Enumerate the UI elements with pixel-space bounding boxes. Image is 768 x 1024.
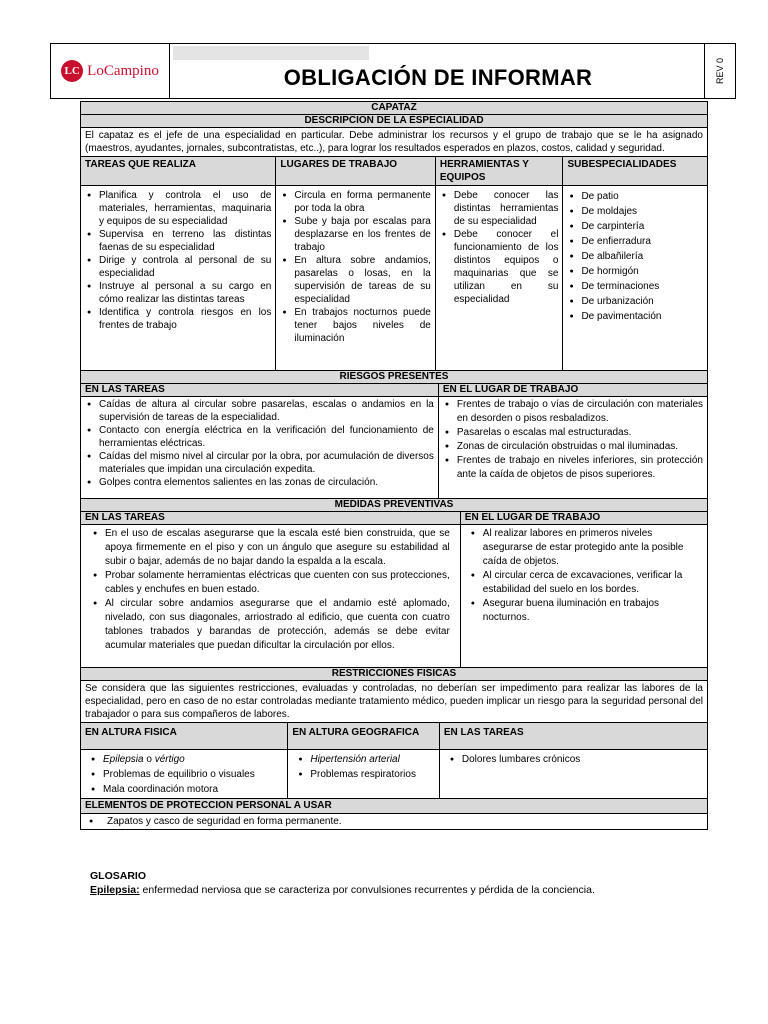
connector-text: o (143, 754, 155, 765)
restricciones-subheading-row (81, 723, 707, 750)
riesgos-tareas-cell (81, 397, 439, 498)
lugares-list (280, 189, 430, 345)
tareas-heading: TAREAS QUE REALIZA (81, 157, 276, 185)
medidas-tareas-cell (81, 525, 461, 667)
altura-fisica-heading: EN ALTURA FISICA (81, 723, 288, 749)
medidas-lugar-heading: EN EL LUGAR DE TRABAJO (461, 512, 707, 524)
altura-geografica-list (296, 752, 431, 782)
subespecialidades-list (567, 189, 703, 324)
restricciones-text: Se considera que las siguientes restricciones, evaluadas y controladas, no deberían ser impedimento para realizar las labores de la especialidad, pero en caso de no estar controladas mediante tratamiento médico, pueden implicar un riesgo para la seguridad personal del trabajador o para sus compañeros de labores. (85, 683, 703, 720)
riesgos-heading: RIESGOS PRESENTES (81, 371, 707, 383)
riesgos-subheading-row (81, 384, 707, 397)
list-item: ● En el uso de escalas asegurarse que la escala esté bien construida, que se apoya firmemente en el piso y con un ángulo que asegure su estabilidad al subir o bajar, además de no bajar dando la espalda a la escala. (91, 527, 450, 569)
glossary-term: Epilepsia: (90, 884, 140, 896)
columns-content-row (81, 186, 707, 371)
tareas-list (85, 189, 271, 332)
revision-box (704, 44, 735, 98)
restricciones-text-row (81, 681, 707, 723)
glossary-title: GLOSARIO (90, 870, 147, 882)
list-item: ● Debe conocer las distintas herramientas de su especialidad (440, 189, 559, 228)
document-title: OBLIGACIÓN DE INFORMAR (283, 65, 593, 90)
list-item: ● Debe conocer el funcionamiento de los distintos equipos o maquinarias que se utilizan en su especialidad (440, 228, 559, 306)
riesgos-tareas-list (85, 398, 434, 489)
medidas-heading-row (81, 499, 707, 512)
list-item: ● Al circular cerca de excavaciones, verificar la estabilidad del suelo en los bordes. (469, 569, 697, 597)
herramientas-cell (436, 186, 564, 370)
list-item: ● De carpintería (567, 219, 703, 234)
altura-geografica-heading: EN ALTURA GEOGRAFICA (288, 723, 440, 749)
restricciones-content-row (81, 750, 707, 799)
altura-geografica-cell (288, 750, 440, 798)
list-item: ● En altura sobre andamios, pasarelas o losas, en la supervisión de tareas de su especialidad (280, 254, 430, 306)
epp-heading: ELEMENTOS DE PROTECCION PERSONAL A USAR (81, 799, 707, 813)
altura-fisica-cell (81, 750, 288, 798)
role-row (81, 102, 707, 115)
main-table (80, 101, 708, 830)
medidas-tareas-heading: EN LAS TAREAS (81, 512, 461, 524)
riesgos-content-row (81, 397, 707, 499)
role-heading: CAPATAZ (81, 102, 707, 114)
list-item: ● Supervisa en terreno las distintas faenas de su especialidad (85, 228, 271, 254)
medidas-lugar-cell (461, 525, 707, 667)
riesgos-tareas-heading: EN LAS TAREAS (81, 384, 439, 396)
epilepsia-text: Epilepsia (103, 754, 144, 765)
epp-cell (81, 814, 707, 829)
medidas-subheading-row (81, 512, 707, 525)
descripcion-text: El capataz es el jefe de una especialidad en particular. Debe administrar los recursos y el grupo de trabajo que se le ha asignado (maestros, ayudantes, jornales, subcontratistas, etc..), para lograr los resultados esperados en plazos, costos, calidad y seguridad. (85, 130, 703, 154)
restricciones-tareas-cell (440, 750, 707, 798)
subespecialidades-heading: SUBESPECIALIDADES (563, 157, 707, 185)
herramientas-heading: HERRAMIENTAS Y EQUIPOS (436, 157, 564, 185)
herramientas-list (440, 189, 559, 306)
list-item: ● De moldajes (567, 204, 703, 219)
epp-list (87, 815, 701, 828)
document-header (50, 43, 736, 99)
list-item: ● Problemas respiratorios (296, 767, 431, 782)
list-item: ● Frentes de trabajo o vías de circulación con materiales en desorden o pisos resbaladizos. (443, 398, 703, 426)
list-item: ● Problemas de equilibrio o visuales (89, 767, 279, 782)
descripcion-heading-row (81, 115, 707, 128)
list-item: ● Probar solamente herramientas eléctricas que cuenten con sus protecciones, cables y enchufes en buen estado. (91, 569, 450, 597)
medidas-heading: MEDIDAS PREVENTIVAS (81, 499, 707, 511)
restricciones-tareas-heading: EN LAS TAREAS (440, 723, 707, 749)
list-item: ● Zapatos y casco de seguridad en forma permanente. (87, 815, 701, 828)
list-item: ● Circula en forma permanente por toda la obra (280, 189, 430, 215)
list-item: ● Dolores lumbares crónicos (448, 752, 699, 767)
list-item: ● Al realizar labores en primeros niveles asegurarse de estar protegido ante la posible caída de objetos. (469, 527, 697, 569)
list-item: ● De hormigón (567, 264, 703, 279)
list-item: ● De urbanización (567, 294, 703, 309)
columns-heading-row (81, 157, 707, 186)
list-item: ● En trabajos nocturnos puede tener bajos niveles de iluminación (280, 306, 430, 345)
lugares-heading: LUGARES DE TRABAJO (276, 157, 435, 185)
list-item: ● Instruye al personal a su cargo en cómo realizar las distintas tareas (85, 280, 271, 306)
list-item: ● De patio (567, 189, 703, 204)
medidas-tareas-list (91, 527, 450, 653)
list-item: ● Pasarelas o escalas mal estructuradas. (443, 426, 703, 440)
medidas-content-row (81, 525, 707, 668)
list-item: ● Contacto con energía eléctrica en la verificación del funcionamiento de herramientas eléctricas. (85, 424, 434, 450)
list-item: ● Sube y baja por escalas para desplazarse en los frentes de trabajo (280, 215, 430, 254)
restricciones-heading-row (81, 668, 707, 681)
list-item: ● Identifica y controla riesgos en los frentes de trabajo (85, 306, 271, 332)
vertigo-text: vértigo (154, 754, 185, 765)
list-item: ● Caídas del mismo nivel al circular por la obra, por acumulación de diversos materiales que impidan una circulación expedita. (85, 450, 434, 476)
logo-text: LoCampino (87, 62, 159, 79)
riesgos-lugar-cell (439, 397, 707, 498)
descripcion-heading: DESCRIPCION DE LA ESPECIALIDAD (81, 115, 707, 127)
list-item: ● Zonas de circulación obstruidas o mal iluminadas. (443, 440, 703, 454)
restricciones-tareas-list (448, 752, 699, 767)
list-item: ● De enfierradura (567, 234, 703, 249)
list-item: ● Mala coordinación motora (89, 782, 279, 797)
list-item: ● Golpes contra elementos salientes en las zonas de circulación. (85, 476, 434, 489)
list-item: ● De terminaciones (567, 279, 703, 294)
list-item: ● Planifica y controla el uso de materiales, herramientas, maquinaria y equipos de su especialidad (85, 189, 271, 228)
glossary (90, 869, 710, 897)
riesgos-heading-row (81, 371, 707, 384)
company-logo (51, 44, 170, 98)
list-item: ● De albañilería (567, 249, 703, 264)
list-item (89, 752, 279, 767)
list-item: ● Caídas de altura al circular sobre pasarelas, escalas o andamios en la supervisión de tareas de la especialidad. (85, 398, 434, 424)
epp-heading-row (81, 799, 707, 814)
riesgos-lugar-heading: EN EL LUGAR DE TRABAJO (439, 384, 707, 396)
logo-badge: LC (61, 60, 83, 82)
list-item: ● De pavimentación (567, 309, 703, 324)
list-item (296, 752, 431, 767)
glossary-definition: enfermedad nerviosa que se caracteriza por convulsiones recurrentes y pérdida de la conciencia. (139, 884, 595, 896)
riesgos-lugar-list (443, 398, 703, 482)
list-item: ● Dirige y controla al personal de su especialidad (85, 254, 271, 280)
glossary-entry (90, 883, 710, 897)
altura-fisica-list (89, 752, 279, 797)
list-item: ● Al circular sobre andamios asegurarse que el andamio esté aplomado, nivelado, con sus diagonales, arriostrado al edificio, que cuenta con cuatro tablones trabados y barandas de protección, además se debe evitar acumular materiales que puedan dificultar la circulación por ellos. (91, 597, 450, 653)
lugares-cell (276, 186, 435, 370)
list-item: ● Asegurar buena iluminación en trabajos nocturnos. (469, 597, 697, 625)
restricciones-heading: RESTRICCIONES FISICAS (81, 668, 707, 680)
epp-content-row (81, 814, 707, 829)
subespecialidades-cell (563, 186, 707, 370)
list-item: ● Frentes de trabajo en niveles inferiores, sin protección ante la caída de objetos de pisos superiores. (443, 454, 703, 482)
revision-label: REV 0 (714, 57, 725, 85)
medidas-lugar-list (469, 527, 697, 625)
hipertension-text: Hipertensión arterial (310, 754, 400, 765)
descripcion-row (81, 128, 707, 157)
tareas-cell (81, 186, 276, 370)
